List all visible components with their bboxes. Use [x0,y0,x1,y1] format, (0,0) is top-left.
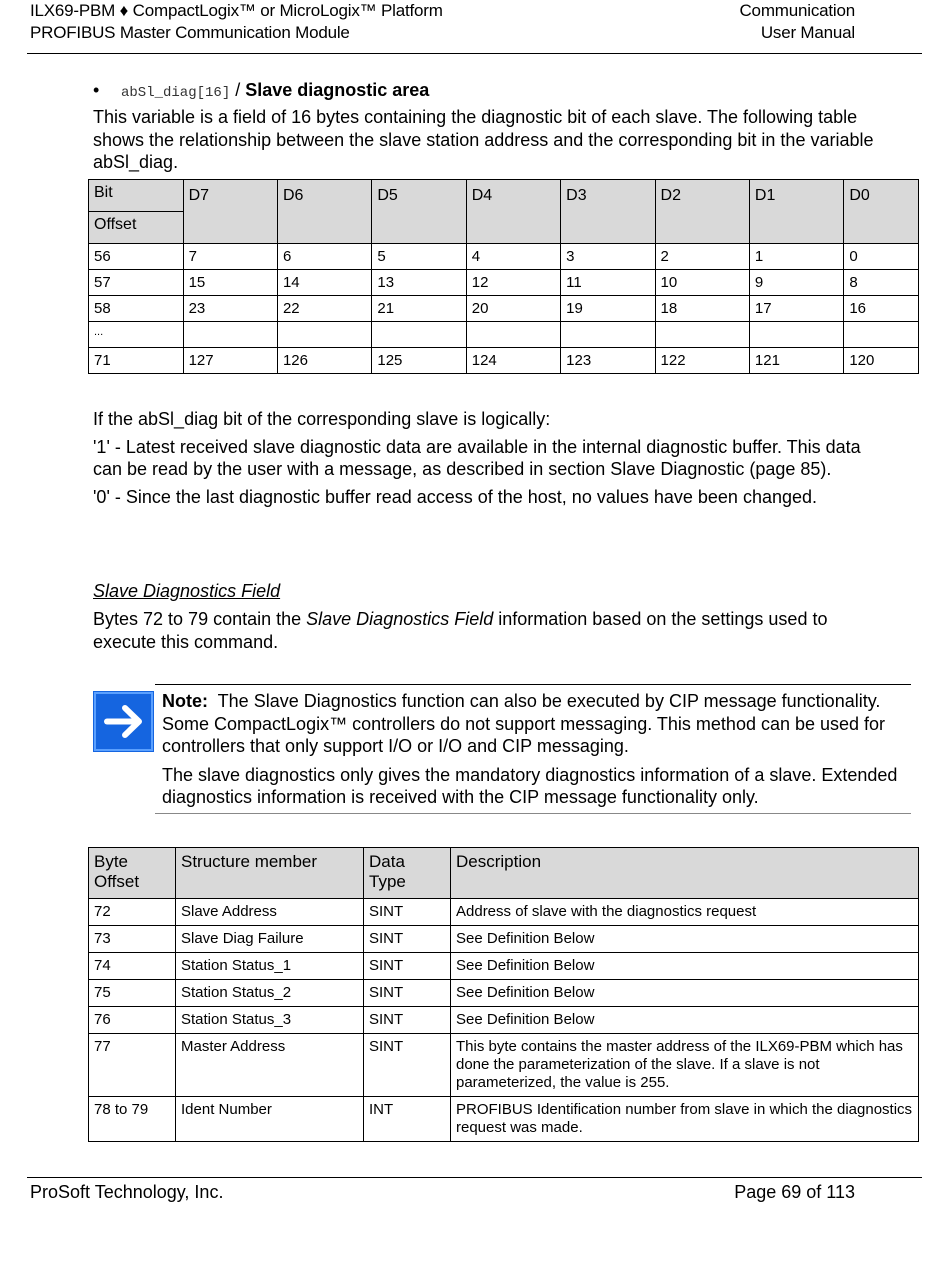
explanation-zero: '0' - Since the last diagnostic buffer read access of the host, no values have been changed. [93,486,818,507]
note-top-rule [155,684,911,685]
bit-number-cell [749,322,843,348]
header-left [30,0,443,44]
bit-number-cell: 3 [561,244,655,270]
description-cell: See Definition Below [451,1007,919,1034]
bit-number-cell: 17 [749,296,843,322]
data-type-cell: SINT [364,926,451,953]
struct-table-row [89,926,919,953]
description-cell: See Definition Below [451,980,919,1007]
structure-member-cell: Ident Number [176,1097,364,1142]
offset-cell: 71 [89,348,184,374]
arrow-right-icon [93,691,154,752]
bit-number-cell [372,322,466,348]
field-text-after: information based on the settings used to execute this command. [93,609,828,652]
bit-number-cell: 120 [844,348,919,374]
bit-number-cell: 21 [372,296,466,322]
note-bottom-rule [155,813,911,814]
byte-offset-cell: 76 [89,1007,176,1034]
bit-table-row [89,348,919,374]
note-body [162,690,907,815]
bit-number-cell: 23 [183,296,277,322]
bit-number-cell: 10 [655,270,749,296]
bit-number-cell: 8 [844,270,919,296]
footer-divider [27,1177,922,1178]
bit-number-cell: 2 [655,244,749,270]
slave-diagnostics-table [88,847,919,1142]
bit-column-header: D7 [183,180,277,244]
page-header [0,0,950,56]
header-doc-type: User Manual [760,23,855,42]
header-product: ILX69-PBM ♦ CompactLogix™ or MicroLogix™ Platform [30,1,443,20]
col-header-description: Description [451,848,919,899]
bit-number-cell: 12 [466,270,560,296]
bit-number-cell [183,322,277,348]
offset-cell: 58 [89,296,184,322]
intro-text: This variable is a field of 16 bytes containing the diagnostic bit of each slave. The following table shows the relationship between the slave station address and the corresponding bit in the variable abSl_diag. [93,107,874,172]
bit-number-cell: 22 [277,296,371,322]
footer-page-number: Page 69 of 113 [734,1182,855,1202]
struct-table-row [89,953,919,980]
byte-offset-cell: 73 [89,926,176,953]
data-type-cell: SINT [364,980,451,1007]
bit-number-cell: 7 [183,244,277,270]
field-text-italic: Slave Diagnostics Field [306,609,494,629]
bit-column-header: D6 [277,180,371,244]
note-paragraph-1: The Slave Diagnostics function can also be executed by CIP message functionality. Some CompactLogix™ controllers do not support messaging. This method can be used for controllers that only support I/O or I/O and CIP messaging. [162,691,891,756]
structure-member-cell: Slave Diag Failure [176,926,364,953]
explanation-lead: If the abSl_diag bit of the corresponding slave is logically: [93,409,551,429]
bit-number-cell: 5 [372,244,466,270]
bit-number-cell: 11 [561,270,655,296]
bit-number-cell [561,322,655,348]
bit-number-cell: 4 [466,244,560,270]
data-type-cell: SINT [364,899,451,926]
bit-column-header: D4 [466,180,560,244]
data-type-cell: SINT [364,1007,451,1034]
header-chapter: Communication [739,1,855,20]
bit-number-cell: 123 [561,348,655,374]
bit-number-cell [655,322,749,348]
offset-cell: 57 [89,270,184,296]
corner-offset-label: Offset [89,212,184,244]
offset-cell: ... [89,322,184,348]
bit-column-header: D5 [372,180,466,244]
bit-number-cell: 1 [749,244,843,270]
bit-number-cell: 20 [466,296,560,322]
description-cell: Address of slave with the diagnostics request [451,899,919,926]
header-module: PROFIBUS Master Communication Module [30,23,350,42]
bit-number-cell: 125 [372,348,466,374]
structure-member-cell: Slave Address [176,899,364,926]
bit-table-row [89,296,919,322]
field-text-before: Bytes 72 to 79 contain the [93,609,307,629]
field-description [93,608,833,653]
note-label: Note: [162,691,208,711]
heading-separator: / [230,80,246,100]
bit-column-header: D0 [844,180,919,244]
byte-offset-cell: 74 [89,953,176,980]
bit-table-row [89,322,919,348]
header-right [739,0,855,44]
col-header-byte-offset: Byte Offset [89,848,176,899]
bit-column-header: D2 [655,180,749,244]
footer-company: ProSoft Technology, Inc. [30,1182,224,1202]
col-header-structure-member: Structure member [176,848,364,899]
structure-member-cell: Station Status_1 [176,953,364,980]
struct-table-row [89,1034,919,1097]
variable-name: abSl_diag[16] [121,85,231,101]
bit-table-header-row [89,180,919,212]
byte-offset-cell: 75 [89,980,176,1007]
bit-number-cell: 124 [466,348,560,374]
bit-number-cell: 19 [561,296,655,322]
bit-number-cell: 14 [277,270,371,296]
corner-bit-label: Bit [89,180,184,212]
bit-number-cell: 122 [655,348,749,374]
header-divider [27,53,922,54]
bit-column-header: D1 [749,180,843,244]
note-paragraph-2: The slave diagnostics only gives the mandatory diagnostics information of a slave. Extended diagnostics information is received with the CIP message functionality only. [162,764,898,807]
bit-number-cell: 13 [372,270,466,296]
bit-number-cell: 18 [655,296,749,322]
bullet-icon: • [93,80,100,100]
bit-number-cell [466,322,560,348]
byte-offset-cell: 78 to 79 [89,1097,176,1142]
structure-member-cell: Station Status_2 [176,980,364,1007]
byte-offset-cell: 72 [89,899,176,926]
bit-number-cell: 0 [844,244,919,270]
explanation-block [93,408,883,508]
data-type-cell: SINT [364,1034,451,1097]
bit-table-row [89,270,919,296]
bit-number-cell: 121 [749,348,843,374]
struct-table-row [89,899,919,926]
bit-offset-table [88,179,919,374]
description-cell: This byte contains the master address of the ILX69-PBM which has done the parameterization of the slave. If a slave is not parameterized, the value is 255. [451,1034,919,1097]
struct-table-row [89,1097,919,1142]
bit-number-cell: 15 [183,270,277,296]
structure-member-cell: Station Status_3 [176,1007,364,1034]
description-cell: See Definition Below [451,926,919,953]
bit-number-cell: 16 [844,296,919,322]
field-heading: Slave Diagnostics Field [93,581,281,601]
bit-number-cell: 6 [277,244,371,270]
explanation-one: '1' - Latest received slave diagnostic data are available in the internal diagnostic buffer. This data can be read by the user with a message, as described in section Slave Diagnostic (page 85). [93,436,861,479]
byte-offset-cell: 77 [89,1034,176,1097]
bit-table-row [89,244,919,270]
bit-number-cell [844,322,919,348]
bit-number-cell [277,322,371,348]
col-header-data-type: Data Type [364,848,451,899]
section-heading [93,78,429,105]
bit-number-cell: 126 [277,348,371,374]
struct-table-row [89,980,919,1007]
data-type-cell: INT [364,1097,451,1142]
offset-cell: 56 [89,244,184,270]
bit-number-cell: 9 [749,270,843,296]
data-type-cell: SINT [364,953,451,980]
description-cell: PROFIBUS Identification number from slave in which the diagnostics request was made. [451,1097,919,1142]
bit-column-header: D3 [561,180,655,244]
section-intro [93,106,883,174]
bit-number-cell: 127 [183,348,277,374]
struct-table-header-row [89,848,919,899]
description-cell: See Definition Below [451,953,919,980]
section-title: Slave diagnostic area [245,80,430,100]
structure-member-cell: Master Address [176,1034,364,1097]
struct-table-row [89,1007,919,1034]
